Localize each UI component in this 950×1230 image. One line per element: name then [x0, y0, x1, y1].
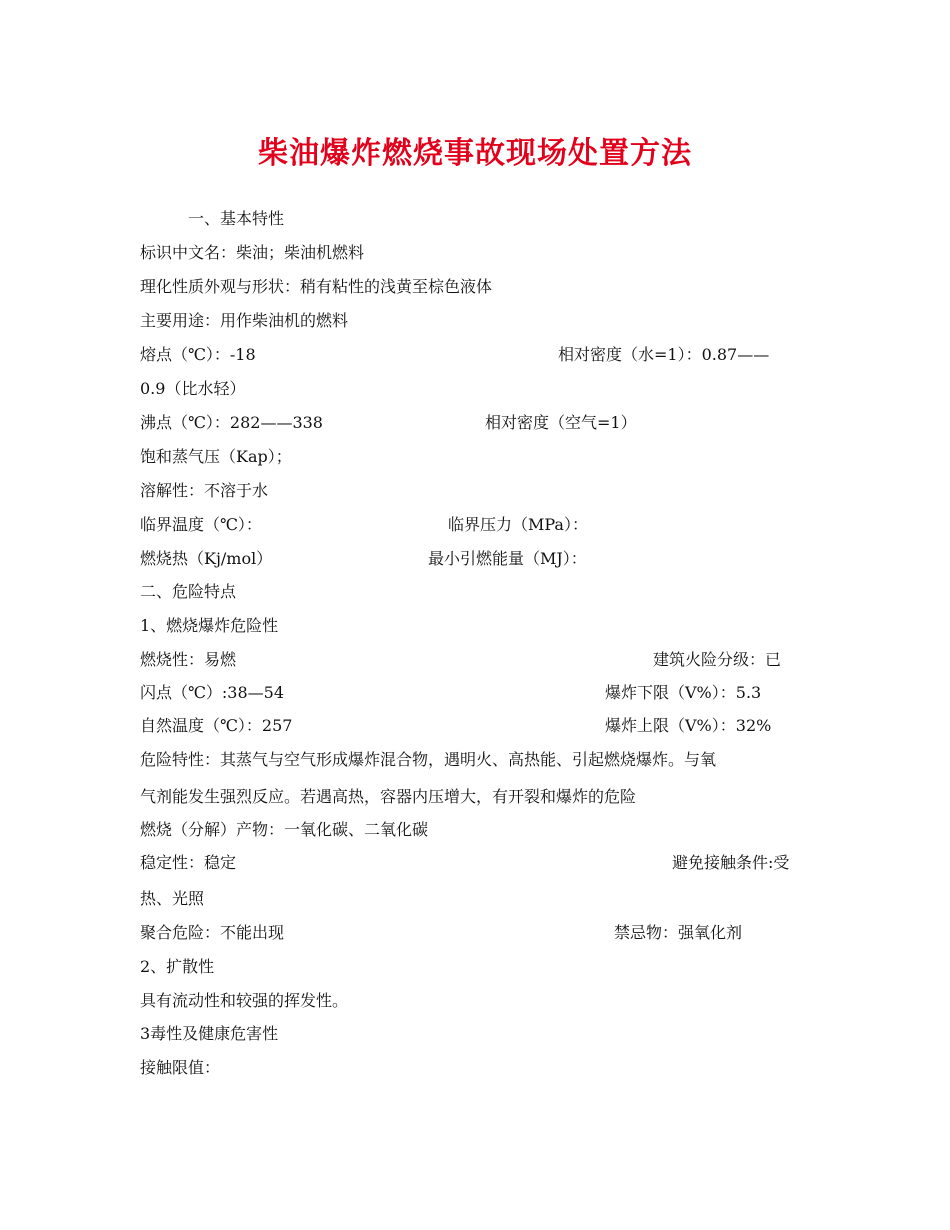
- line-stability: 稳定性：稳定: [140, 853, 237, 872]
- row-critical: [140, 510, 812, 540]
- line-upper-limit: 爆炸上限（V%）：32%: [605, 716, 772, 735]
- line-boiling-point: 沸点（℃）：282——338: [140, 413, 323, 432]
- line-chinese-name: 标识中文名：柴油；柴油机燃料: [140, 243, 365, 262]
- line-danger-1: 危险特性：其蒸气与空气形成爆炸混合物，遇明火、高热能、引起燃烧爆炸。与氧: [140, 750, 717, 769]
- line-autoignition: 自然温度（℃）：257: [140, 716, 293, 735]
- line-flash-point: 闪点（℃）:38—54: [140, 683, 285, 702]
- line-fire-class: 建筑火险分级：已: [653, 650, 782, 669]
- line-melting-point: 熔点（℃）：-18: [140, 345, 256, 364]
- section-toxicity: 3毒性及健康危害性: [140, 1024, 279, 1043]
- line-diffusion-text: 具有流动性和较强的挥发性。: [140, 991, 349, 1010]
- section-combustion-hazard: 1、燃烧爆炸危险性: [140, 616, 279, 635]
- section-diffusion: 2、扩散性: [140, 957, 215, 976]
- line-critical-pressure: 临界压力（MPa）：: [448, 515, 588, 534]
- line-exposure: 接触限值：: [140, 1058, 221, 1077]
- line-combustion-heat: 燃烧热（Kj/mol）: [140, 549, 273, 568]
- row-combustion-heat: [140, 544, 812, 574]
- row-melting-density: [140, 340, 812, 370]
- line-density-air: 相对密度（空气=1）: [485, 413, 637, 432]
- section-hazard: 二、危险特点: [140, 582, 237, 601]
- row-polymerization: [140, 918, 812, 948]
- line-avoid: 避免接触条件:受: [672, 853, 790, 872]
- line-flammability: 燃烧性：易燃: [140, 650, 237, 669]
- line-polymerization: 聚合危险：不能出现: [140, 923, 285, 942]
- section-basic-properties: 一、基本特性: [188, 209, 285, 228]
- line-critical-temp: 临界温度（℃）：: [140, 515, 262, 534]
- line-vapor-pressure: 饱和蒸气压（Kap）；: [140, 447, 292, 466]
- row-flash-point: [140, 678, 812, 708]
- row-flammability: [140, 645, 812, 675]
- row-stability: [140, 848, 812, 878]
- line-avoid-cont: 热、光照: [140, 889, 205, 908]
- line-lower-limit: 爆炸下限（V%）：5.3: [605, 683, 762, 702]
- line-danger-2: 气剂能发生强烈反应。若遇高热，容器内压增大，有开裂和爆炸的危险: [140, 787, 637, 806]
- line-usage: 主要用途：用作柴油机的燃料: [140, 311, 349, 330]
- document-title: 柴油爆炸燃烧事故现场处置方法: [258, 136, 692, 171]
- line-density-water-cont: 0.9（比水轻）: [140, 379, 246, 398]
- line-appearance: 理化性质外观与形状：稍有粘性的浅黄至棕色液体: [140, 277, 493, 296]
- line-products: 燃烧（分解）产物：一氧化碳、二氧化碳: [140, 820, 429, 839]
- row-autoignition: [140, 711, 812, 741]
- line-incompatible: 禁忌物：强氧化剂: [614, 923, 743, 942]
- line-solubility: 溶解性：不溶于水: [140, 481, 269, 500]
- line-density-water: 相对密度（水=1）：0.87——: [558, 345, 770, 364]
- row-boiling-density-air: [140, 408, 812, 438]
- line-min-ignition: 最小引燃能量（MJ）：: [428, 549, 587, 568]
